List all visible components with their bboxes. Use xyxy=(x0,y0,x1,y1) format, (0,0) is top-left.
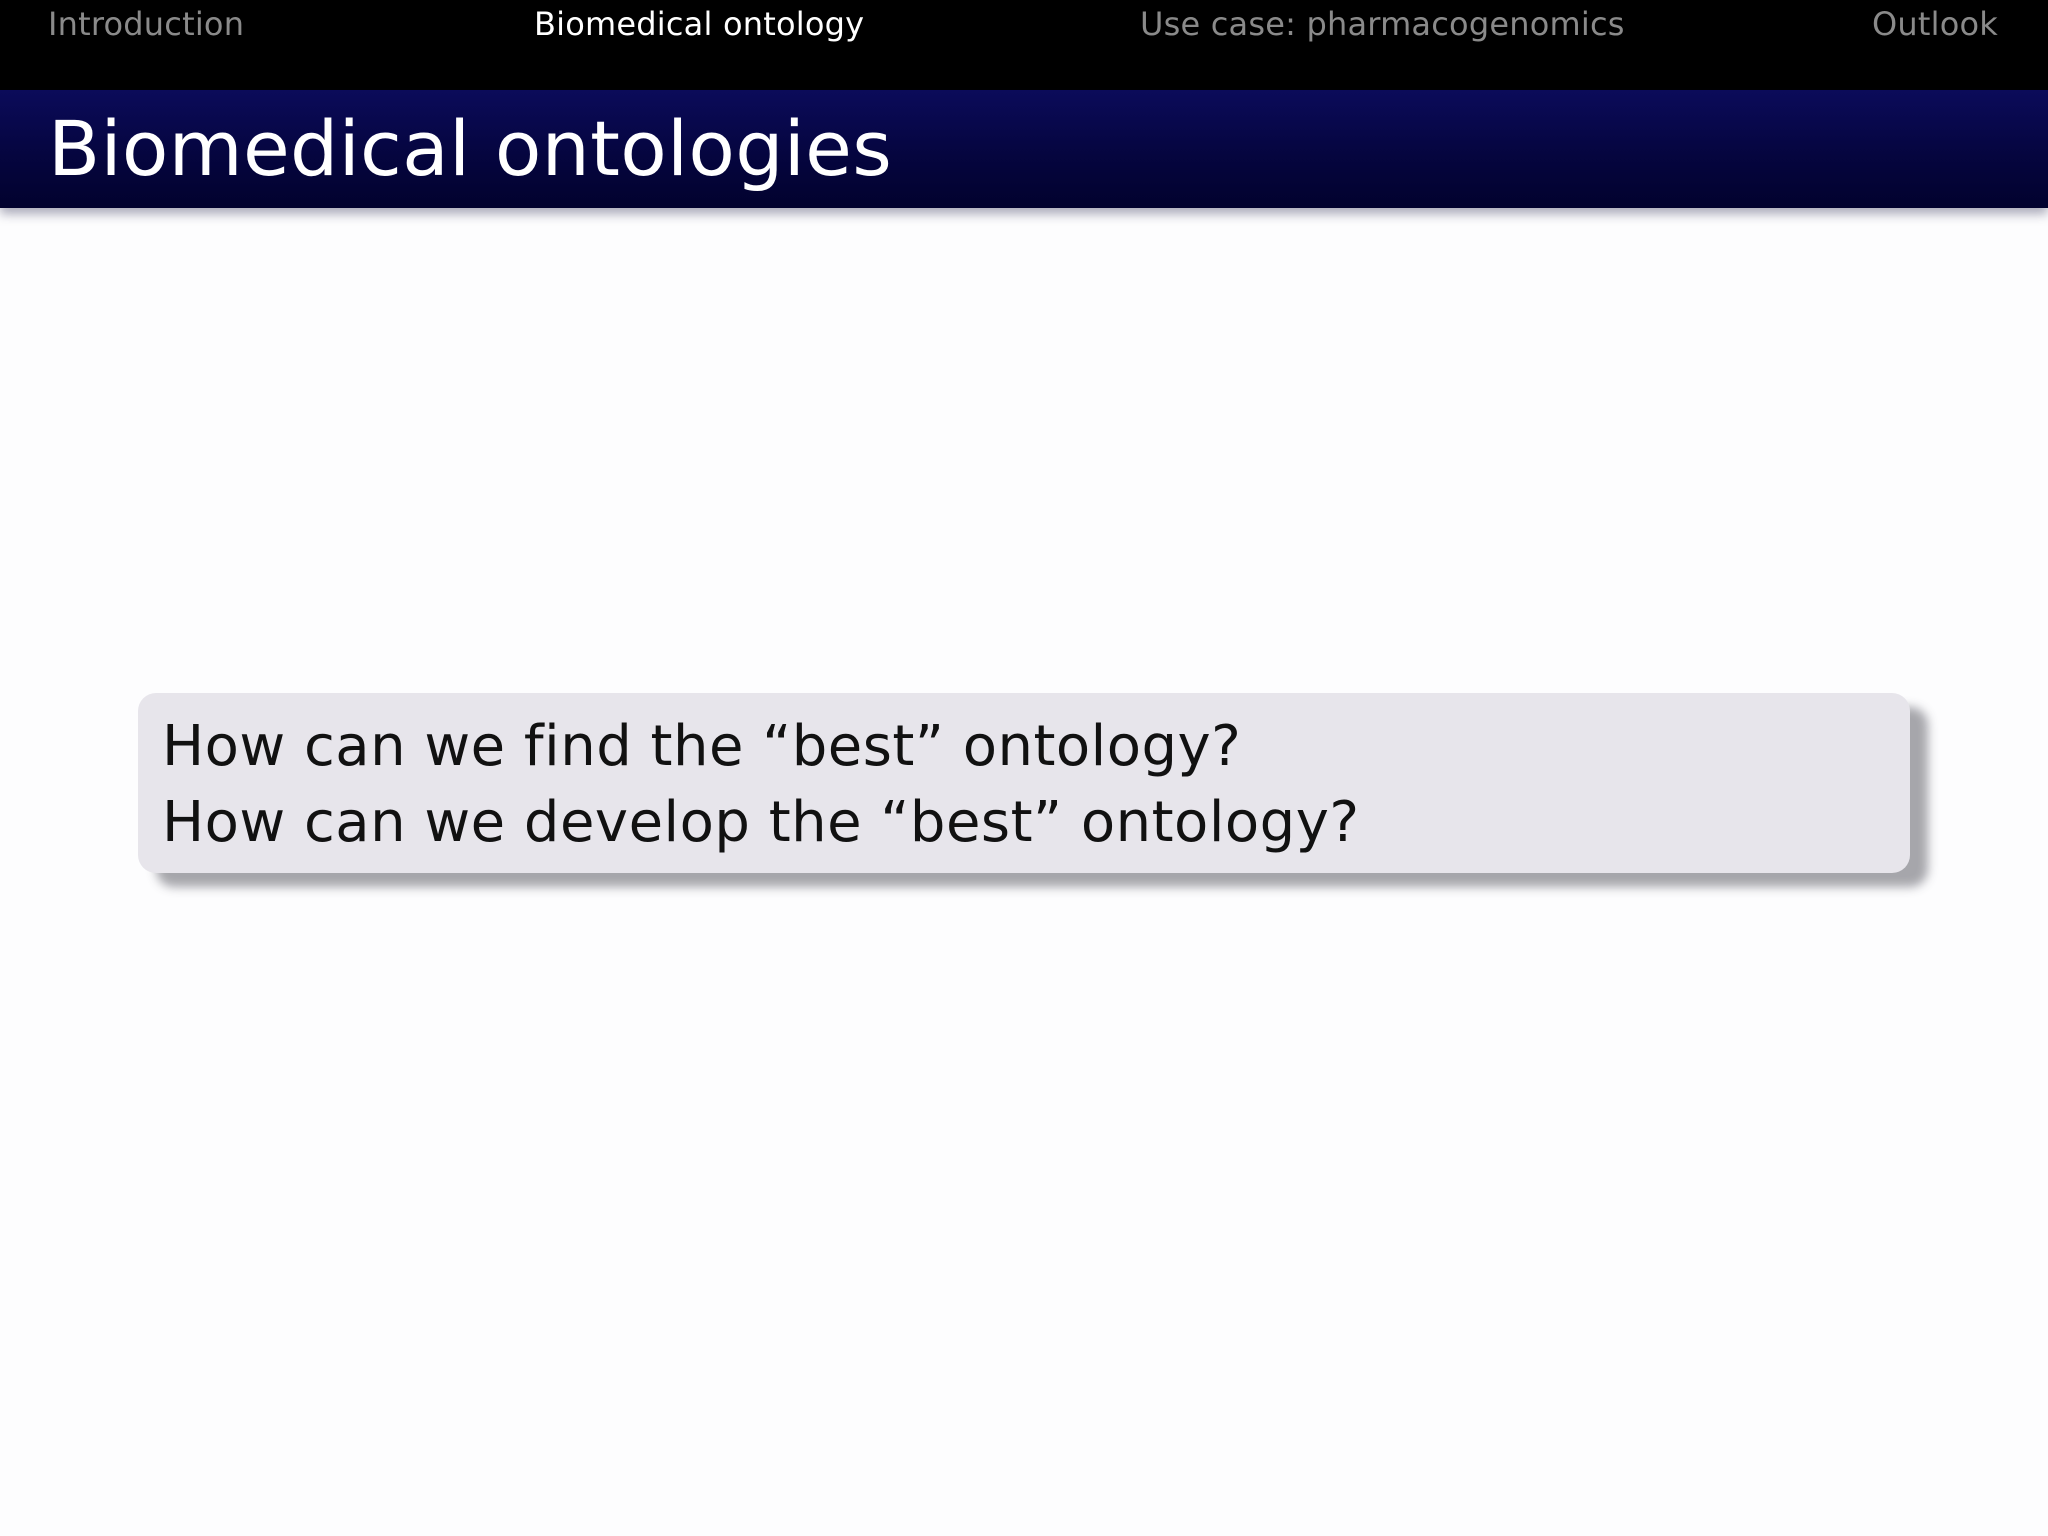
nav-item-use-case[interactable]: Use case: pharmacogenomics xyxy=(1140,5,1625,43)
question-find-best-ontology: How can we find the “best” ontology? xyxy=(162,714,1242,779)
question-develop-best-ontology: How can we develop the “best” ontology? xyxy=(162,790,1360,855)
nav-item-introduction[interactable]: Introduction xyxy=(48,5,245,43)
frame-title-bar xyxy=(0,90,2048,208)
section-navigation-bar xyxy=(0,0,2048,90)
nav-item-biomedical-ontology[interactable]: Biomedical ontology xyxy=(534,5,865,43)
nav-item-outlook[interactable]: Outlook xyxy=(1872,5,1998,43)
frame-title: Biomedical ontologies xyxy=(48,104,893,193)
question-block xyxy=(138,693,1910,873)
